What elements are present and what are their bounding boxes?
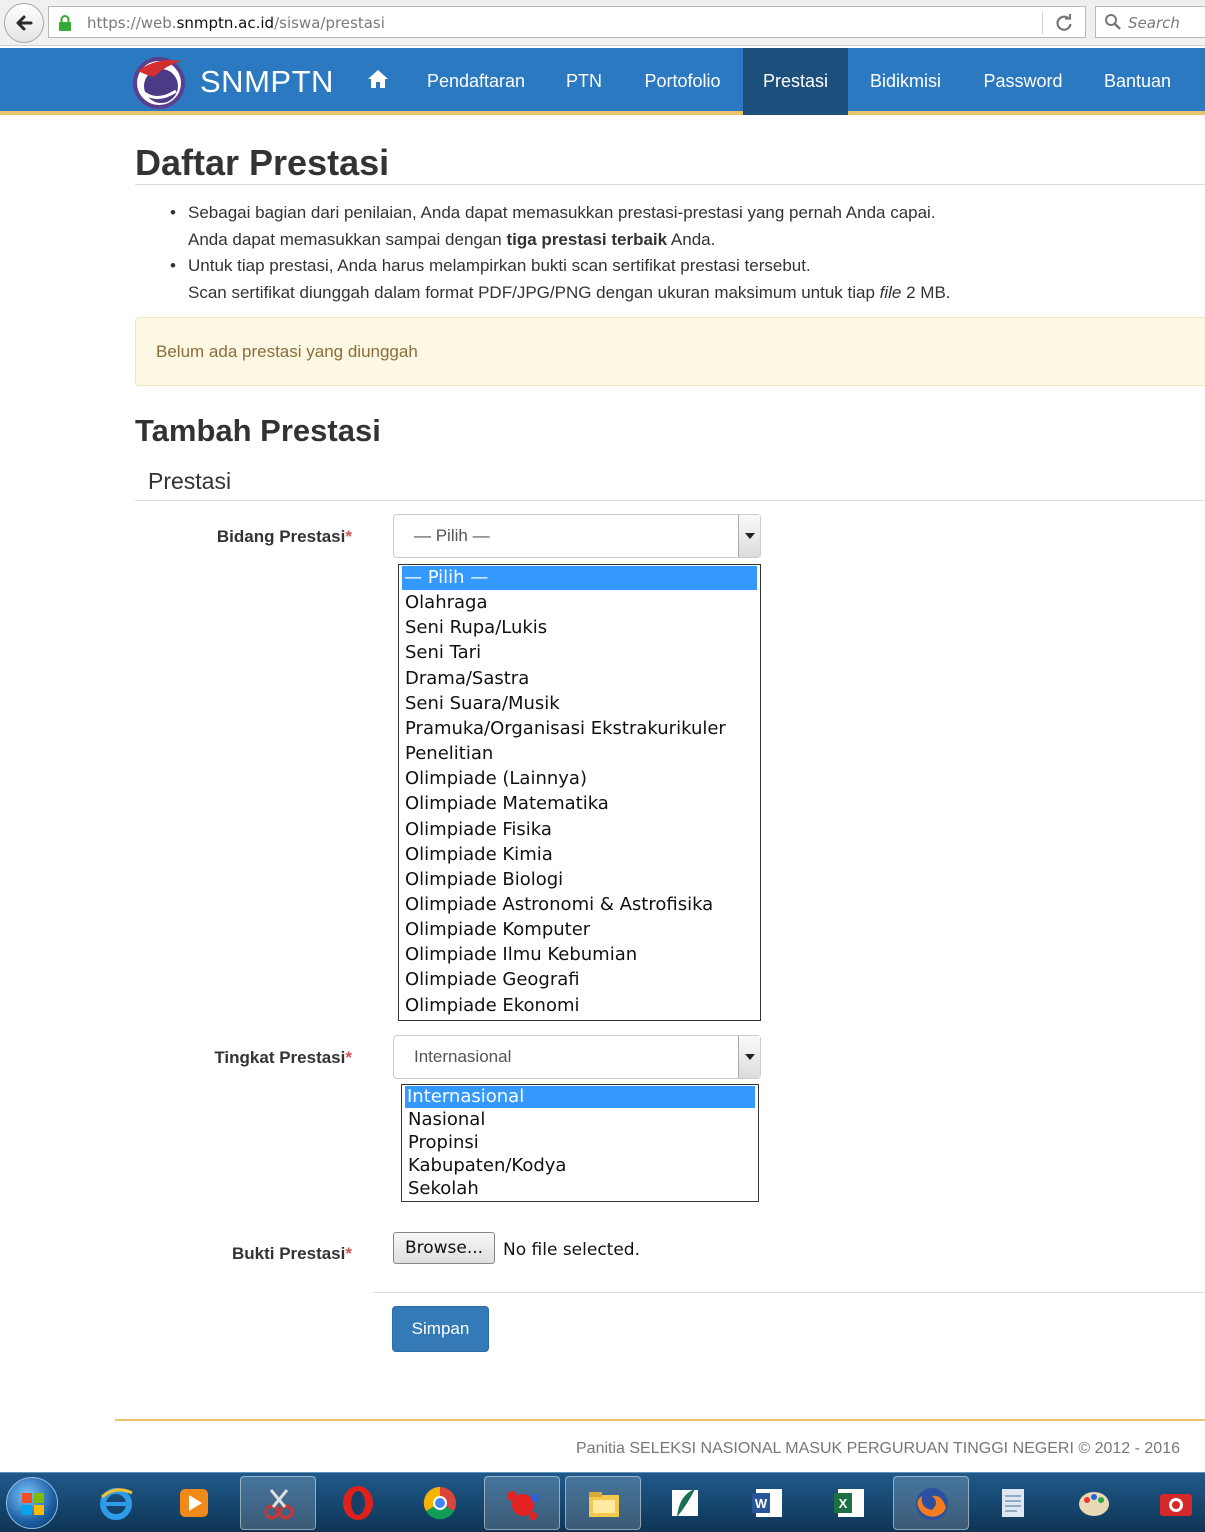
taskbar-button[interactable] (893, 1476, 969, 1530)
footer-copyright: Panitia SELEKSI NASIONAL MASUK PERGURUAN TINGGI NEGERI © 2012 - 2016 (576, 1440, 1180, 1457)
bidang-prestasi-label: Bidang Prestasi* (216, 527, 352, 546)
bidang-option[interactable]: Drama/Sastra (405, 667, 530, 689)
tingkat-prestasi-select[interactable] (393, 1035, 761, 1079)
taskbar-button[interactable] (320, 1476, 396, 1530)
taskbar-button[interactable] (647, 1476, 723, 1530)
media-player-icon (174, 1483, 214, 1523)
bidang-prestasi-select[interactable] (393, 514, 761, 558)
search-placeholder: Search (1128, 14, 1180, 32)
dropdown-arrow-button[interactable] (738, 515, 760, 557)
nav-item-bidikmisi[interactable]: Bidikmisi (869, 71, 941, 91)
tingkat-prestasi-value: Internasional (414, 1047, 512, 1066)
notepad-icon (993, 1483, 1033, 1523)
nav-item-password[interactable]: Password (983, 71, 1063, 91)
tingkat-prestasi-label: Tingkat Prestasi* (214, 1048, 352, 1067)
taskbar-button[interactable] (1138, 1476, 1205, 1530)
taskbar-button[interactable] (484, 1476, 560, 1530)
taskbar-button[interactable] (1056, 1476, 1132, 1530)
bidang-option[interactable]: Seni Suara/Musik (405, 692, 560, 714)
nav-item-portofolio[interactable]: Portofolio (644, 71, 721, 91)
title-divider (135, 184, 1205, 185)
bidang-option[interactable]: Olimpiade Geografi (405, 969, 580, 991)
word-icon (748, 1483, 788, 1523)
instruction-item: • Sebagai bagian dari penilaian, Anda dapat memasukkan prestasi-prestasi yang pernah Anda capai. Anda dapat memasukkan sampai dengan tiga prestasi terbaik Anda. (170, 200, 951, 253)
nav-item-prestasi[interactable]: Prestasi (743, 48, 848, 115)
legend-divider (135, 500, 1205, 501)
tingkat-option[interactable]: Propinsi (408, 1132, 479, 1153)
bidang-option[interactable]: Olimpiade Komputer (405, 919, 591, 941)
excel-icon (830, 1483, 870, 1523)
bidang-option[interactable]: Olimpiade Ekonomi (405, 994, 580, 1016)
alert-text: Belum ada prestasi yang diunggah (156, 342, 418, 361)
nav-item-bantuan[interactable]: Bantuan (1103, 71, 1172, 91)
taskbar-button[interactable] (565, 1476, 641, 1530)
feather-app-icon (665, 1483, 705, 1523)
bidang-option[interactable]: Olimpiade Ilmu Kebumian (405, 944, 638, 966)
bidang-option[interactable]: Seni Rupa/Lukis (405, 617, 548, 639)
tingkat-option[interactable]: Kabupaten/Kodya (408, 1155, 567, 1176)
bidang-option[interactable]: Olahraga (405, 592, 488, 614)
bidang-option[interactable]: Seni Tari (405, 642, 482, 664)
taskbar-button[interactable] (812, 1476, 888, 1530)
internet-explorer-icon (96, 1483, 136, 1523)
svg-text:X: X (838, 1496, 848, 1511)
paint-splash-icon (503, 1484, 543, 1524)
windows-taskbar (0, 1472, 1205, 1532)
instructions-list (170, 200, 951, 306)
taskbar-button[interactable] (402, 1476, 478, 1530)
bidang-option[interactable]: — Pilih — (402, 566, 757, 590)
chevron-down-icon (745, 533, 755, 539)
tingkat-option[interactable]: Sekolah (408, 1178, 479, 1199)
brand-name[interactable]: SNMPTN (200, 64, 334, 99)
bidang-option[interactable]: Pramuka/Organisasi Ekstrakurikuler (405, 717, 726, 739)
bidang-option[interactable]: Olimpiade Biologi (405, 868, 564, 890)
bidang-prestasi-value: — Pilih — (414, 526, 490, 545)
bidang-option[interactable]: Olimpiade Matematika (405, 793, 609, 815)
url-separator (1042, 12, 1043, 34)
file-status-text: No file selected. (503, 1240, 640, 1260)
tingkat-option[interactable]: Internasional (405, 1086, 755, 1108)
taskbar-button[interactable] (975, 1476, 1051, 1530)
dropdown-arrow-button[interactable] (738, 1036, 760, 1078)
search-icon (1104, 13, 1122, 31)
save-button[interactable]: Simpan (392, 1306, 489, 1352)
bukti-prestasi-label: Bukti Prestasi* (231, 1244, 352, 1263)
chevron-down-icon (745, 1054, 755, 1060)
lock-icon (57, 14, 73, 32)
windows-logo-icon (7, 1478, 59, 1530)
tingkat-prestasi-options (401, 1084, 759, 1202)
home-icon[interactable] (366, 68, 390, 90)
form-heading: Tambah Prestasi (135, 413, 381, 448)
form-divider (373, 1292, 1205, 1293)
start-button[interactable] (6, 1477, 58, 1529)
bidang-option[interactable]: Olimpiade (Lainnya) (405, 768, 587, 790)
taskbar-button[interactable] (730, 1476, 806, 1530)
snmptn-logo[interactable] (130, 53, 188, 111)
nav-item-pendaftaran[interactable]: Pendaftaran (426, 71, 526, 91)
camera-app-icon (1156, 1483, 1196, 1523)
address-bar[interactable] (48, 6, 1086, 38)
instruction-item: • Untuk tiap prestasi, Anda harus melampirkan bukti scan sertifikat prestasi tersebut. Scan sertifikat diunggah dalam format PDF/JPG/PNG dengan ukuran maksimum untuk tiap file 2 MB. (170, 253, 951, 306)
chrome-icon (420, 1483, 460, 1523)
bidang-option[interactable]: Olimpiade Fisika (405, 818, 552, 840)
footer-divider (115, 1419, 1205, 1421)
tingkat-option[interactable]: Nasional (408, 1109, 486, 1130)
page-title: Daftar Prestasi (135, 142, 390, 183)
browse-file-button[interactable]: Browse... (393, 1232, 495, 1264)
browser-toolbar (0, 0, 1205, 46)
taskbar-button[interactable] (156, 1476, 232, 1530)
bidang-option[interactable]: Olimpiade Astronomi & Astrofisika (405, 893, 714, 915)
file-explorer-icon (584, 1484, 624, 1524)
opera-icon (338, 1483, 378, 1523)
svg-text:W: W (754, 1496, 768, 1511)
reload-icon[interactable] (1054, 13, 1074, 33)
taskbar-button[interactable] (78, 1476, 154, 1530)
main-navbar (0, 48, 1205, 115)
form-legend: Prestasi (148, 468, 232, 494)
bidang-prestasi-options (398, 564, 761, 1021)
paint-icon (1074, 1483, 1114, 1523)
nav-item-ptn[interactable]: PTN (566, 71, 602, 91)
taskbar-button[interactable] (240, 1476, 316, 1530)
back-button[interactable] (4, 3, 44, 43)
browser-search-input[interactable] (1095, 6, 1205, 38)
bidang-option[interactable]: Olimpiade Kimia (405, 843, 553, 865)
bidang-option[interactable]: Penelitian (405, 743, 494, 765)
snipping-tool-icon (259, 1484, 299, 1524)
url-text: https://web.snmptn.ac.id/siswa/prestasi (87, 14, 385, 32)
back-arrow-icon (13, 12, 35, 34)
empty-alert (135, 317, 1205, 386)
firefox-icon (912, 1484, 952, 1524)
